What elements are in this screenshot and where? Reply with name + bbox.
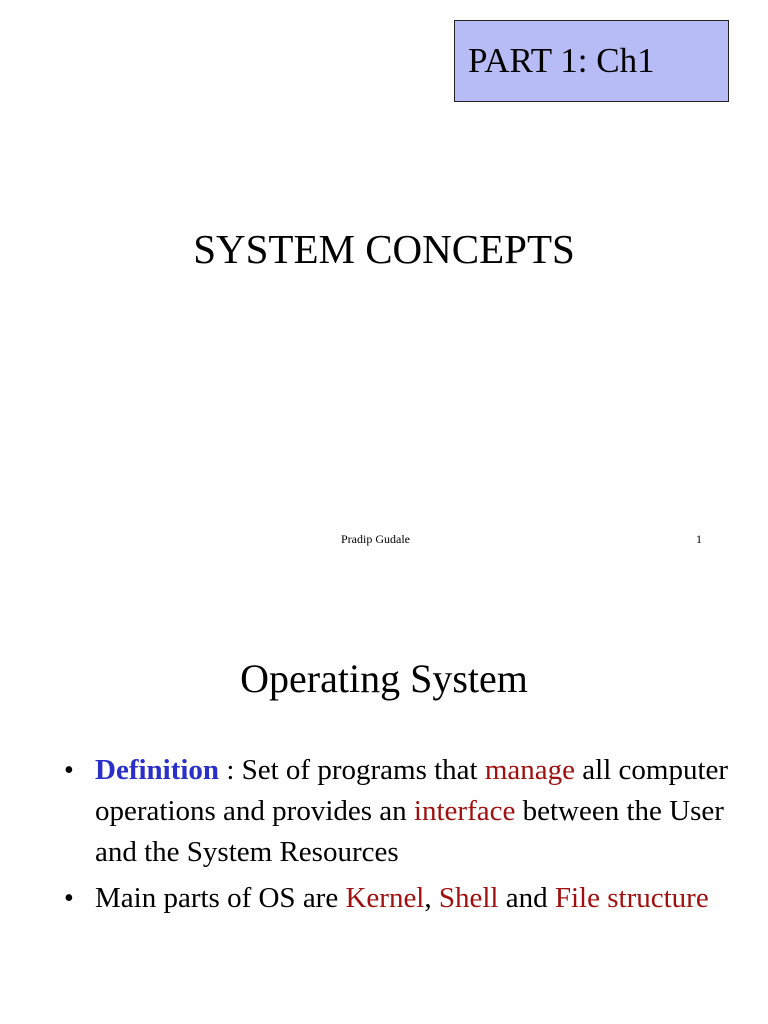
- keyword-file-structure: File structure: [554, 882, 709, 914]
- bullet-list: [64, 750, 744, 924]
- part-label: PART 1: Ch1: [468, 41, 655, 80]
- keyword-manage: manage: [484, 754, 576, 786]
- definition-text-c: between the User and the System Resources: [95, 795, 724, 868]
- main-parts-and: and: [498, 882, 555, 914]
- keyword-interface: interface: [413, 795, 516, 827]
- bullet-icon: •: [64, 755, 74, 786]
- part-label-box: [454, 20, 729, 102]
- footer-page-number: 1: [696, 532, 702, 546]
- bullet-item-definition: [64, 750, 744, 873]
- bullet-icon: •: [64, 883, 74, 914]
- section-title: Operating System: [240, 656, 528, 701]
- keyword-kernel: Kernel: [345, 882, 425, 914]
- definition-term: Definition: [95, 754, 220, 786]
- slide-title: SYSTEM CONCEPTS: [193, 226, 575, 272]
- definition-text-a: Set of programs that: [241, 754, 485, 786]
- keyword-shell: Shell: [438, 882, 499, 914]
- main-parts-comma: ,: [424, 882, 439, 914]
- slide-2: [0, 576, 768, 1024]
- definition-text-b: all computer operations and provides an: [95, 754, 729, 827]
- bullet-item-main-parts: [64, 878, 744, 919]
- definition-separator: :: [219, 754, 242, 786]
- footer-author: Pradip Gudale: [341, 532, 410, 546]
- main-parts-text: Main parts of OS are: [95, 882, 346, 914]
